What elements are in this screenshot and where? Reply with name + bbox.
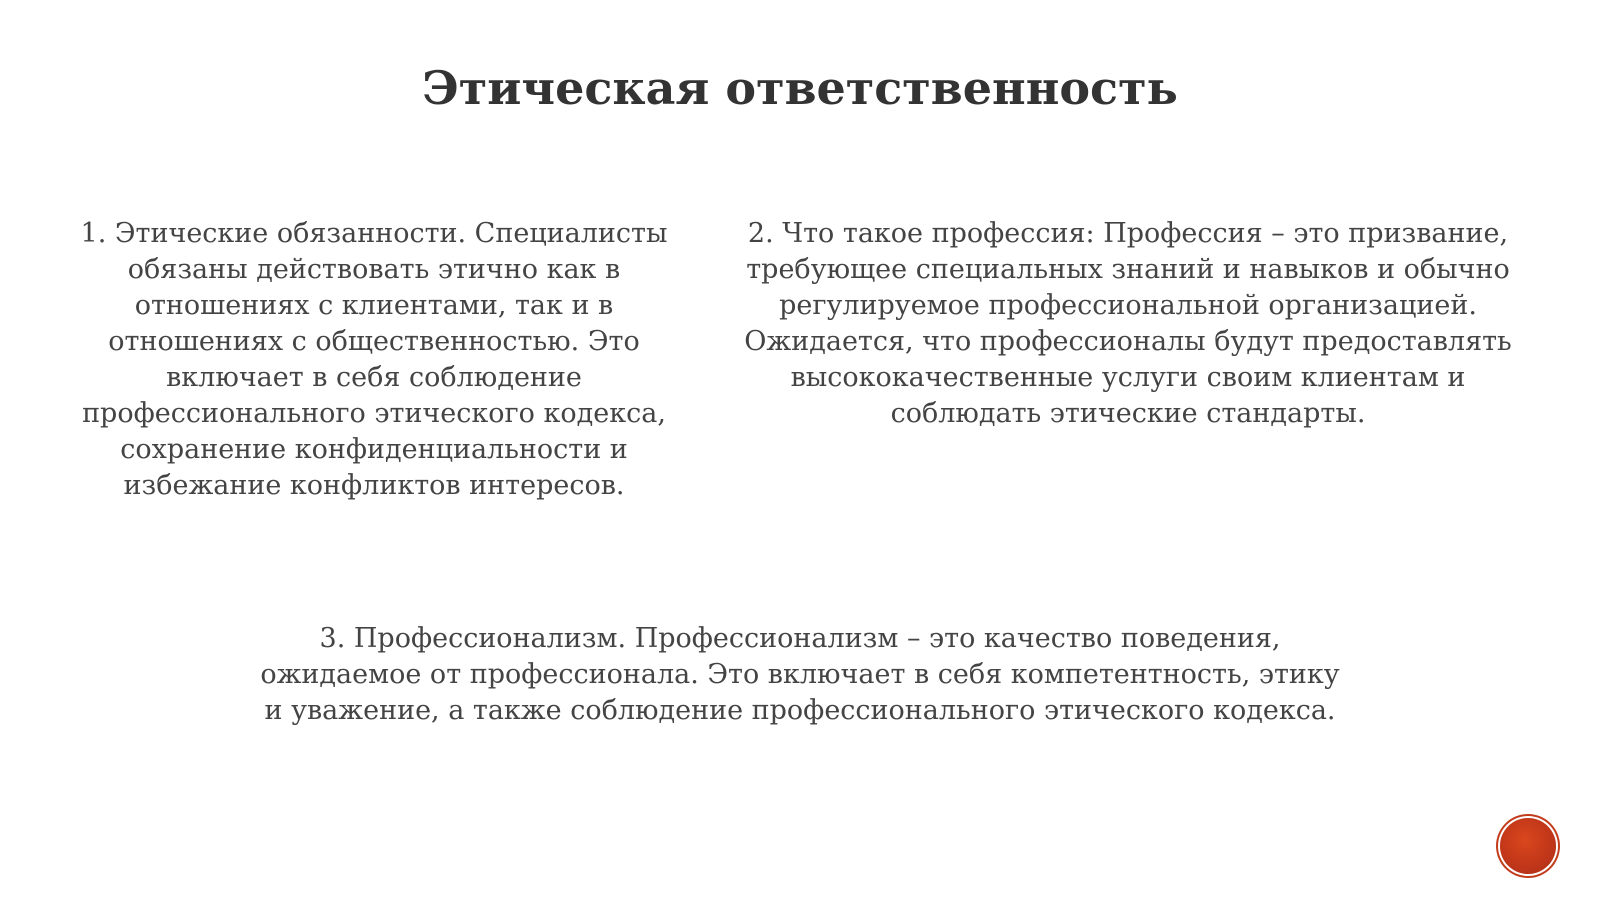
slide-title: Этическая ответственность: [422, 61, 1178, 115]
slide-nav-circle-icon[interactable]: [1500, 818, 1556, 874]
paragraph-professionalism: 3. Профессионализм. Профессионализм – это качество поведения, ожидаемое от профессионала. Это включает в себя компетентность, этику и уважение, а также соблюдение профессионального этического кодекса.: [260, 623, 1340, 726]
paragraph-what-is-profession: 2. Что такое профессия: Профессия – это призвание, требующее специальных знаний и навыков и обычно регулируемое профессиональной организацией. Ожидается, что профессионалы будут предоставлять высококачественные услуги своим клиентам и соблюдать этические стандарты.: [744, 218, 1512, 429]
paragraph-ethical-duties: 1. Этические обязанности. Специалисты обязаны действовать этично как в отношениях с клиентами, так и в отношениях с общественностью. Это включает в себя соблюдение профессионального этического кодекса, сохранение конфиденциальности и избежание конфликтов интересов.: [80, 218, 668, 501]
